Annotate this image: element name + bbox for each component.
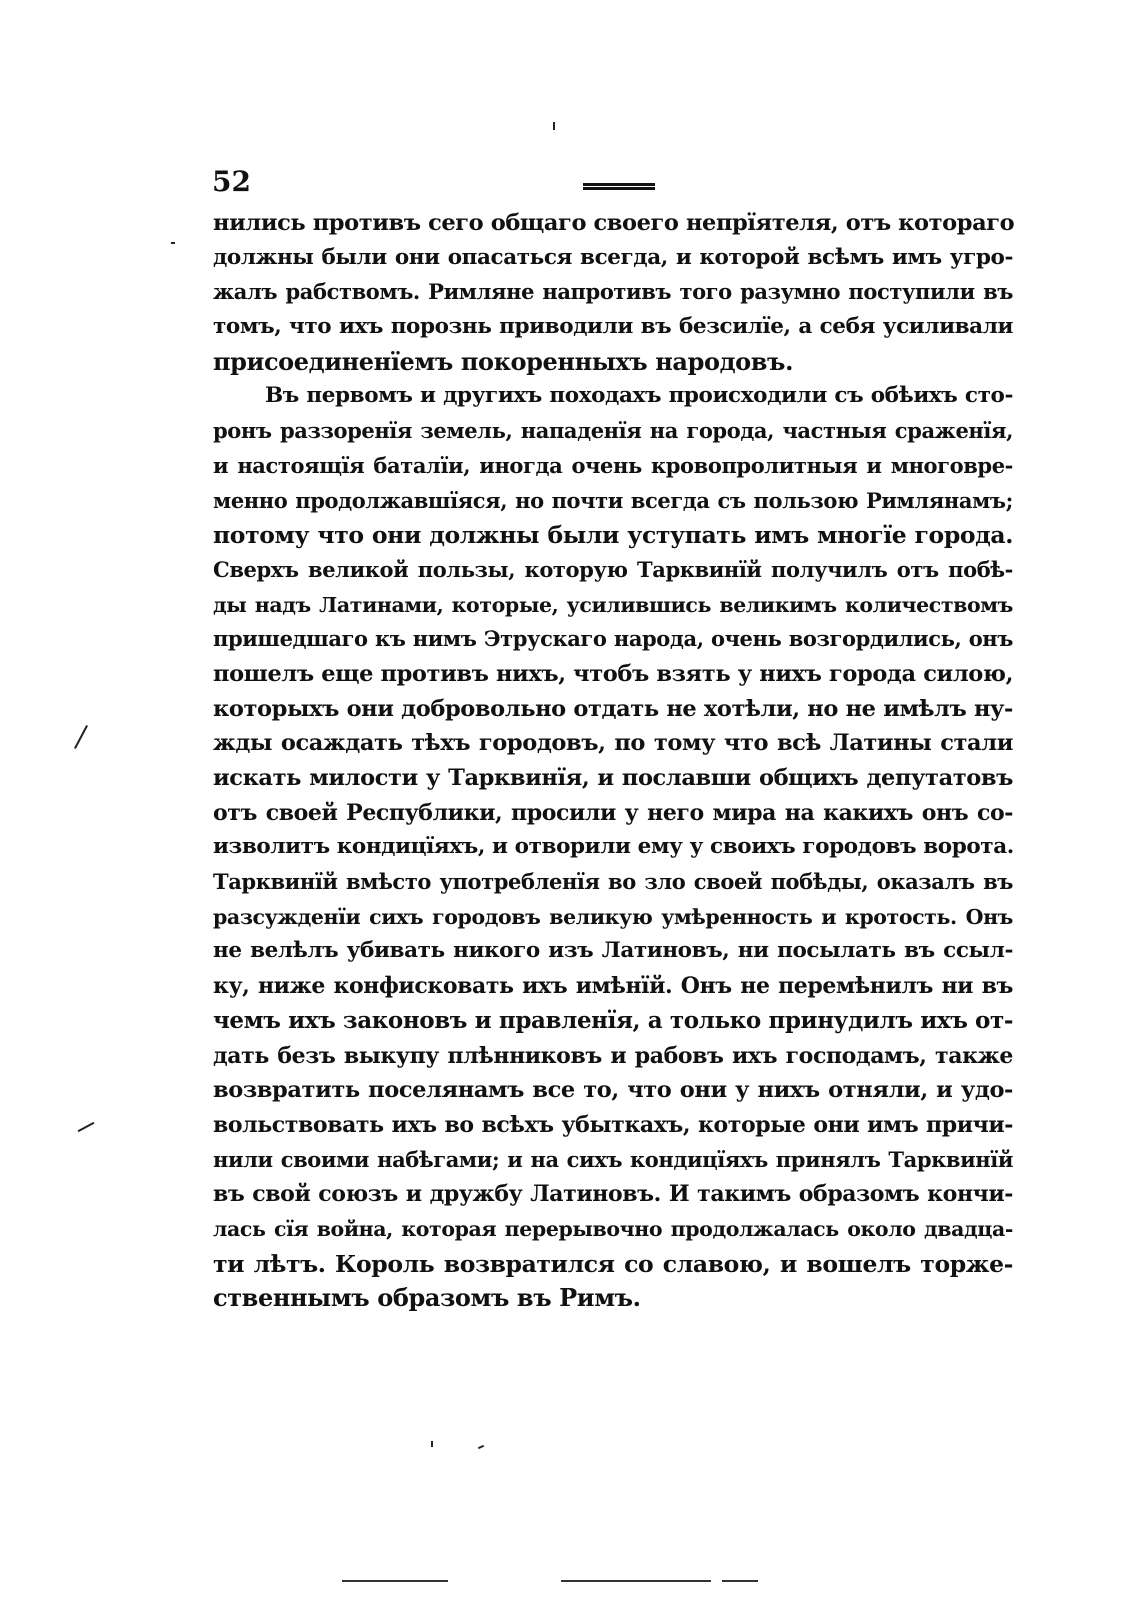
text-line: жалъ рабствомъ. Римляне напротивъ того разумно поступили въ — [213, 279, 1013, 305]
text-line: Тарквинїй вмѣсто употребленїя во зло своей побѣды, оказалъ въ — [213, 869, 1013, 895]
scan-mark — [553, 122, 555, 130]
text-line: должны были они опасаться всегда, и которой всѣмъ имъ угро- — [213, 244, 1013, 270]
text-line: искать милости у Тарквинїя, и пославши общихъ депутатовъ — [213, 765, 1013, 791]
text-line: дать безъ выкупу плѣнниковъ и рабовъ ихъ господамъ, также — [213, 1042, 1013, 1069]
text-line: нились противъ сего общаго своего непрїятеля, отъ котораго — [213, 210, 1015, 236]
text-line: нили своими набѣгами; и на сихъ кондицїяхъ принялъ Тарквинїй — [213, 1146, 1013, 1172]
text-line: ственнымъ образомъ въ Римъ. — [213, 1283, 641, 1313]
text-line: пошелъ еще противъ нихъ, чтобъ взять у нихъ города силою, — [213, 660, 1013, 687]
text-line: ку, ниже конфисковать ихъ имѣнїй. Онъ не перемѣнилъ ни въ — [213, 973, 1013, 1000]
text-line: разсужденїи сихъ городовъ великую умѣренность и кротость. Онъ — [213, 904, 1013, 929]
scan-mark — [171, 242, 175, 244]
text-line: и настоящїя баталїи, иногда очень кровопролитныя и многовре- — [213, 452, 1013, 478]
scan-mark — [78, 1122, 95, 1132]
text-line: которыхъ они добровольно отдать не хотѣли, но не имѣлъ ну- — [213, 695, 1013, 722]
text-line: потому что они должны были уступать имъ многїе города. — [213, 521, 1013, 550]
scan-mark — [74, 725, 88, 749]
text-line: жды осаждать тѣхъ городовъ, по тому что всѣ Латины стали — [213, 730, 1013, 757]
text-line: пришедшаго къ нимъ Этрускаго народа, очень возгордились, онъ — [213, 626, 1013, 652]
text-line: ды надъ Латинами, которые, усилившись великимъ количествомъ — [213, 592, 1013, 617]
text-line: не велѣлъ убивать никого изъ Латиновъ, ни посылать въ ссыл- — [213, 938, 1013, 964]
scan-mark — [478, 1445, 484, 1449]
text-line: въ свой союзъ и дружбу Латиновъ. И такимъ образомъ кончи- — [213, 1181, 1013, 1208]
header-rule — [583, 183, 655, 190]
body-text — [213, 206, 1013, 1316]
text-line: изволитъ кондицїяхъ, и отворили ему у своихъ городовъ ворота. — [213, 834, 1014, 860]
text-line: ронъ раззоренїя земель, нападенїя на города, частныя сраженїя, — [213, 418, 1013, 444]
page-number: 52 — [212, 165, 251, 198]
text-line: возвратить поселянамъ все то, что они у нихъ отняли, и удо- — [213, 1077, 1013, 1104]
scan-mark — [431, 1441, 433, 1447]
text-line: ти лѣтъ. Король возвратился со славою, и вошелъ торже- — [213, 1249, 1013, 1278]
text-line: лась сїя война, которая перерывочно продолжалась около двадца- — [213, 1216, 1013, 1241]
text-line: Сверхъ великой пользы, которую Тарквинїй получилъ отъ побѣ- — [213, 556, 1013, 582]
text-line: томъ, что ихъ порознь приводили въ безсилїе, а себя усиливали — [213, 314, 1013, 340]
bottom-rule — [561, 1580, 711, 1582]
text-line: отъ своей Республики, просили у него мира на какихъ онъ со- — [213, 799, 1013, 826]
bottom-rule — [722, 1580, 758, 1582]
text-line: чемъ ихъ законовъ и правленїя, а только принудилъ ихъ от- — [213, 1006, 1013, 1034]
text-line: менно продолжавшїяся, но почти всегда съ пользою Римлянамъ; — [213, 487, 1013, 513]
text-line: присоединенїемъ покоренныхъ народовъ. — [213, 346, 794, 376]
text-line: вольствовать ихъ во всѣхъ убыткахъ, которые они имъ причи- — [213, 1111, 1013, 1138]
text-line: Въ первомъ и другихъ походахъ происходили съ обѣихъ сто- — [265, 383, 1013, 409]
bottom-rule — [342, 1580, 448, 1582]
